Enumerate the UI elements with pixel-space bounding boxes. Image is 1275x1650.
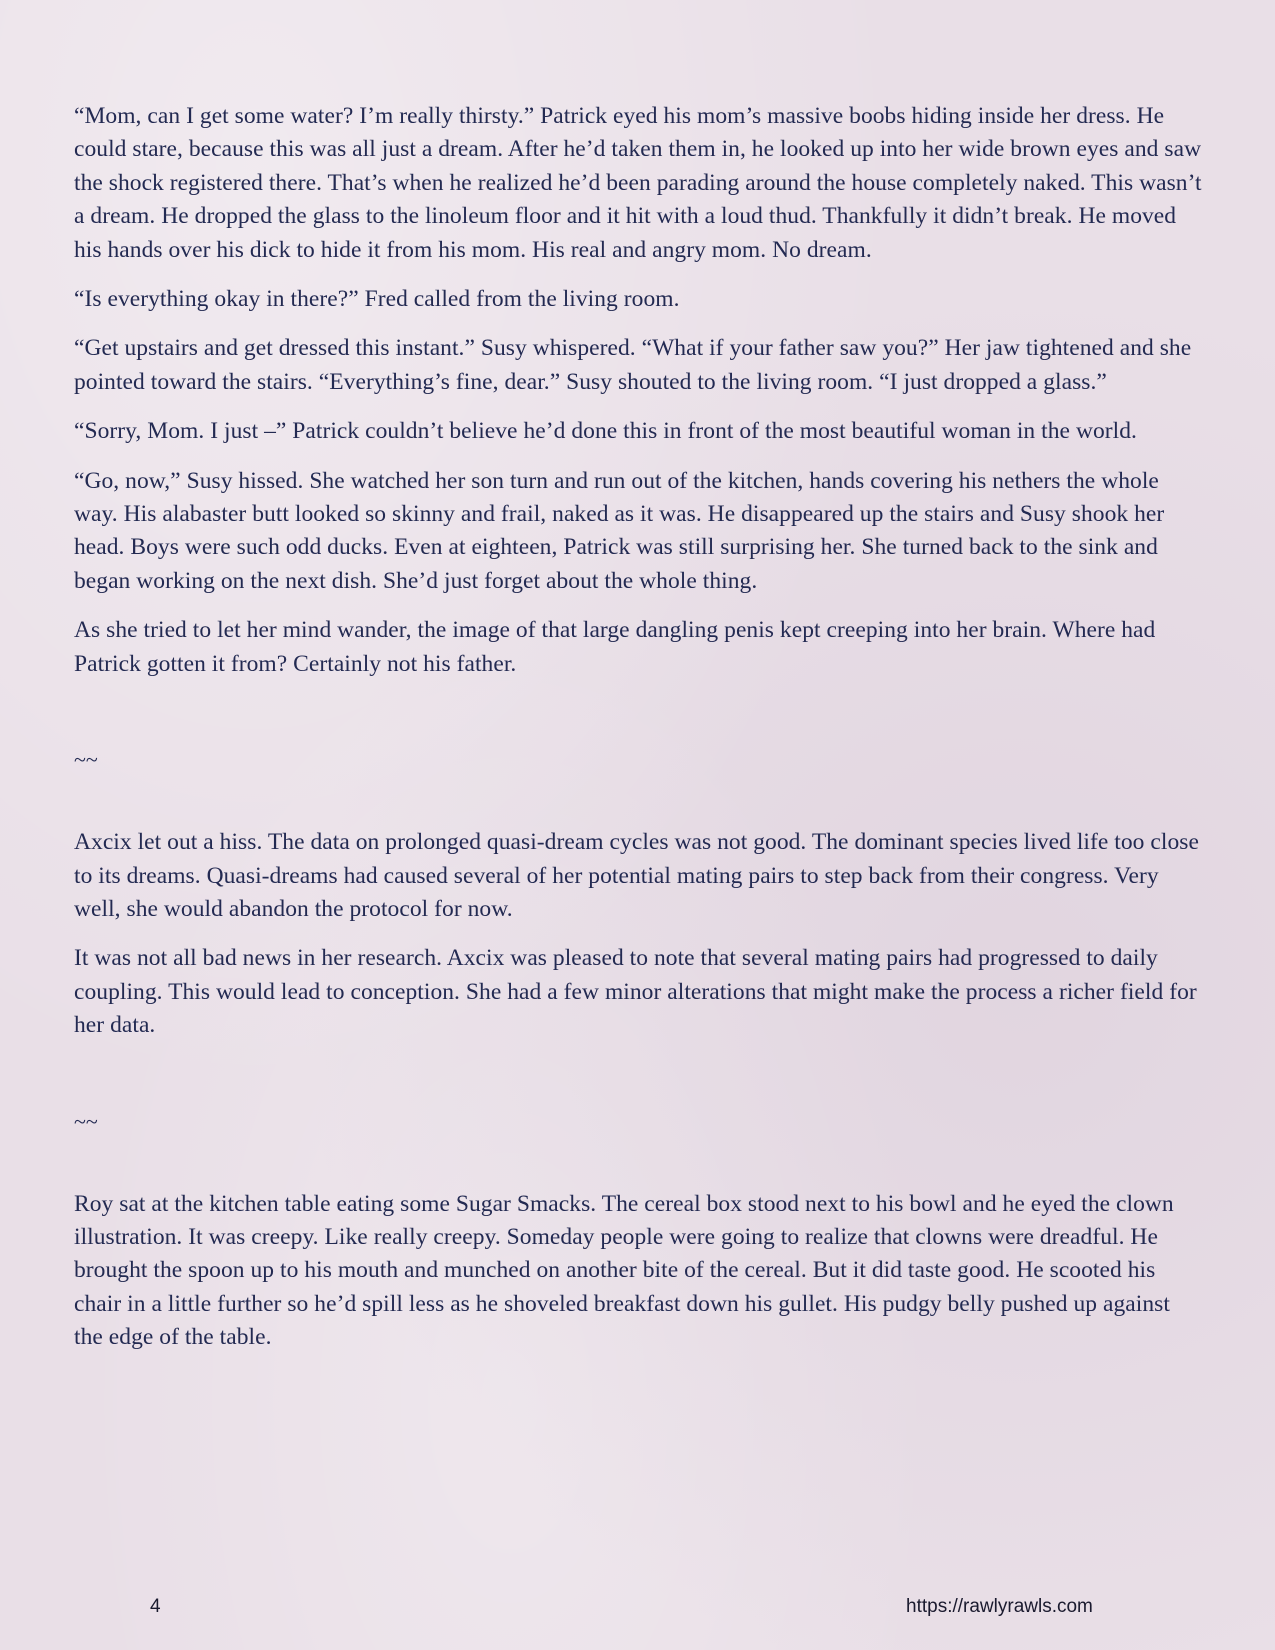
paragraph: “Get upstairs and get dressed this instant.” Susy whispered. “What if your father saw you?” Her jaw tightened and she pointed toward the stairs. “Everything’s fine, dear.” Susy shouted to the living room. “I just dropped a glass.” [74,335,1192,395]
paragraph: “Mom, can I get some water? I’m really thirsty.” Patrick eyed his mom’s massive boobs hiding inside her dress. He could stare, because this was all just a dream. After he’d taken them in, he looked up into her wide brown eyes and saw the shock registered there. That’s when he realized he’d been parading around the house completely naked. This wasn’t a dream. He dropped the glass to the linoleum floor and it hit with a loud thud. Thankfully it didn’t break. He moved his hands over his dick to hide it from his mom. His real and angry mom. No dream. [74,103,1202,263]
section-separator: ~~ [74,747,98,773]
paragraph: “Go, now,” Susy hissed. She watched her son turn and run out of the kitchen, hands covering his nethers the whole way. His alabaster butt looked so skinny and frail, naked as it was. He disappeared up the stairs and Susy shook her head. Boys were such odd ducks. Even at eighteen, Patrick was still surprising her. She turned back to the sink and began working on the next dish. She’d just forget about the whole thing. [74,467,1165,594]
document-body [74,100,1202,1371]
spacer [74,776,1202,826]
paragraph: “Sorry, Mom. I just –” Patrick couldn’t believe he’d done this in front of the most beautiful woman in the world. [74,418,1137,445]
spacer [74,697,1202,743]
paragraph: It was not all bad news in her research. Axcix was pleased to note that several mating pairs had progressed to daily coupling. This would lead to conception. She had a few minor alterations that might make the process a richer field for her data. [74,945,1197,1039]
section-separator: ~~ [74,1108,98,1134]
paragraph: “Is everything okay in there?” Fred called from the living room. [74,286,680,313]
paragraph: Roy sat at the kitchen table eating some Sugar Smacks. The cereal box stood next to his bowl and he eyed the clown illustration. It was creepy. Like really creepy. Someday people were going to realize that clowns were dreadful. He brought the spoon up to his mouth and munched on another bite of the cereal. But it did taste good. He scooted his chair in a little further so he’d spill less as he shoveled breakfast down his gullet. His pudgy belly pushed up against the edge of the table. [74,1190,1174,1351]
website-link[interactable]: https://rawlyrawls.com [906,1596,1093,1617]
page-number: 4 [150,1596,161,1617]
paragraph: As she tried to let her mind wander, the image of that large dangling penis kept creeping into her brain. Where had Patrick gotten it from? Certainly not his father. [74,617,1156,677]
spacer [74,1059,1202,1105]
spacer [74,1138,1202,1188]
paragraph: Axcix let out a hiss. The data on prolonged quasi-dream cycles was not good. The dominant species lived life too close to its dreams. Quasi-dreams had caused several of her potential mating pairs to step back from their congress. Very well, she would abandon the protocol for now. [74,829,1199,922]
